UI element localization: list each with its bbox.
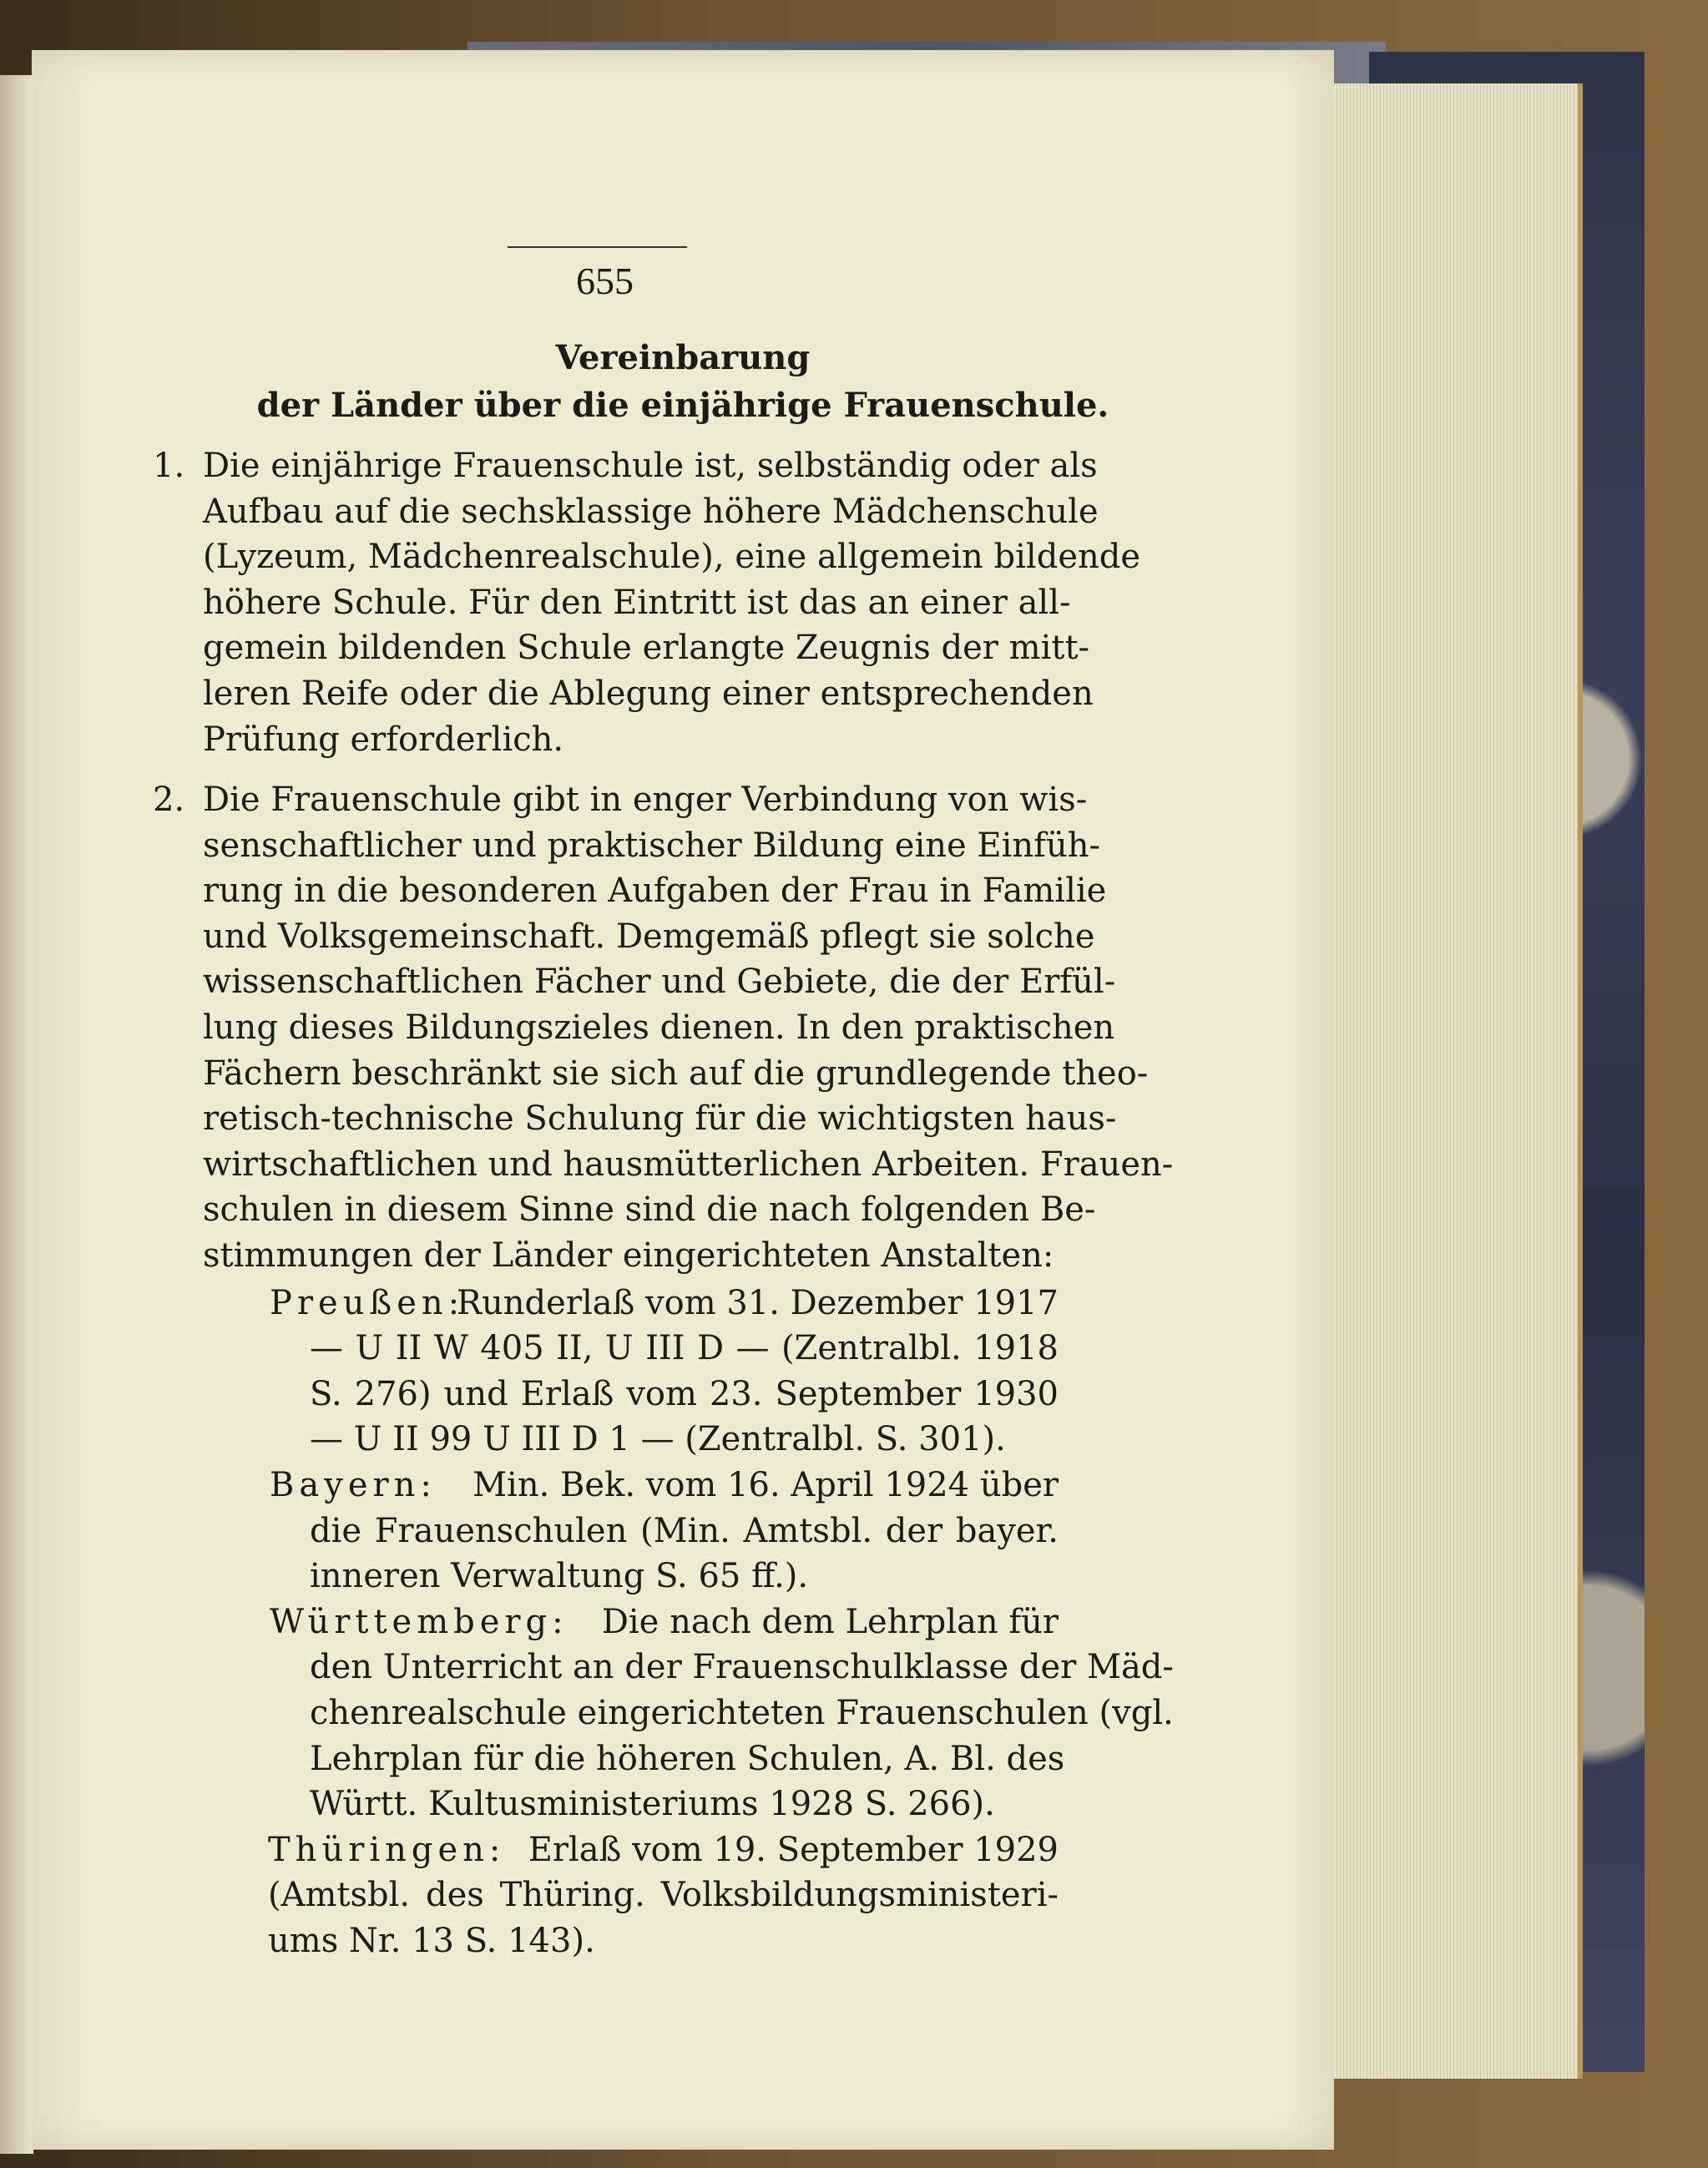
section-1-line: leren Reife oder die Ablegung einer entsprechenden xyxy=(203,675,1094,713)
entry-line: S. 276) und Erlaß vom 23. September 1930 xyxy=(310,1374,1059,1413)
page-number-rule xyxy=(508,246,687,248)
entry-line: Württ. Kultusministeriums 1928 S. 266). xyxy=(310,1785,995,1824)
entry-line: — U II 99 U III D 1 — (Zentralbl. S. 301). xyxy=(310,1420,1006,1459)
entry-line: Lehrplan für die höheren Schulen, A. Bl. des xyxy=(310,1739,1065,1778)
heading-line-2: der Länder über die einjährige Frauenschule. xyxy=(256,386,1109,425)
left-page-edge xyxy=(0,75,33,2154)
section-2-line: wirtschaftlichen und hausmütterlichen Arbeiten. Frauen- xyxy=(203,1145,1174,1184)
section-2-line: wissenschaftlichen Fächer und Gebiete, die der Erfül- xyxy=(203,963,1116,1002)
entry-state-name: Württemberg: xyxy=(270,1602,568,1641)
entry-line: ums Nr. 13 S. 143). xyxy=(268,1922,595,1960)
page-number: 655 xyxy=(576,260,634,302)
heading-line-1: Vereinbarung xyxy=(555,338,811,377)
section-2-line: senschaftlicher und praktischer Bildung eine Einfüh- xyxy=(203,826,1100,865)
section-2-line: und Volksgemeinschaft. Demgemäß pflegt sie solche xyxy=(203,917,1095,956)
entry-line: den Unterricht an der Frauenschulklasse der Mäd- xyxy=(310,1648,1174,1687)
page-stack-edge xyxy=(1327,83,1583,2079)
book-page xyxy=(32,50,1334,2150)
entry-state-name: Bayern: xyxy=(270,1466,437,1504)
section-1-line: Aufbau auf die sechsklassige höhere Mädchenschule xyxy=(203,492,1099,531)
section-1-line: höhere Schule. Für den Eintritt ist das an einer all- xyxy=(203,583,1071,622)
entry-first-line: Runderlaß vom 31. Dezember 1917 xyxy=(456,1283,1059,1322)
section-1-number: 1. xyxy=(153,447,185,485)
entry-first-line: Die nach dem Lehrplan für xyxy=(601,1602,1059,1641)
entry-line: die Frauenschulen (Min. Amtsbl. der bayer. xyxy=(310,1511,1059,1550)
section-2-line: Die Frauenschule gibt in enger Verbindung von wis- xyxy=(203,781,1088,819)
entry-line: (Amtsbl. des Thüring. Volksbildungsministeri- xyxy=(268,1876,1059,1915)
section-1-line: Prüfung erforderlich. xyxy=(203,720,564,759)
section-1-line: Die einjährige Frauenschule ist, selbständig oder als xyxy=(203,447,1098,485)
section-2-line: lung dieses Bildungszieles dienen. In den praktischen xyxy=(203,1008,1115,1047)
entry-state-name: Thüringen: xyxy=(268,1830,506,1869)
section-1-line: (Lyzeum, Mädchenrealschule), eine allgemein bildende xyxy=(203,538,1141,577)
section-2-line: retisch-technische Schulung für die wichtigsten haus- xyxy=(203,1099,1117,1139)
section-2-line: stimmungen der Länder eingerichteten Anstalten: xyxy=(203,1236,1054,1275)
section-2-number: 2. xyxy=(153,781,185,819)
section-1-line: gemein bildenden Schule erlangte Zeugnis der mitt- xyxy=(203,629,1090,668)
entry-first-line: Min. Bek. vom 16. April 1924 über xyxy=(472,1466,1059,1504)
section-2-line: schulen in diesem Sinne sind die nach folgenden Be- xyxy=(203,1190,1096,1230)
section-2-line: Fächern beschränkt sie sich auf die grundlegende theo- xyxy=(203,1054,1149,1093)
entry-first-line: Erlaß vom 19. September 1929 xyxy=(528,1830,1059,1869)
section-2-line: rung in die besonderen Aufgaben der Frau in Familie xyxy=(203,872,1107,911)
entry-line: — U II W 405 II, U III D — (Zentralbl. 1918 xyxy=(310,1329,1059,1368)
entry-line: inneren Verwaltung S. 65 ff.). xyxy=(310,1557,809,1596)
entry-state-name: Preußen: xyxy=(270,1283,465,1322)
entry-line: chenrealschule eingerichteten Frauenschulen (vgl. xyxy=(310,1694,1174,1732)
